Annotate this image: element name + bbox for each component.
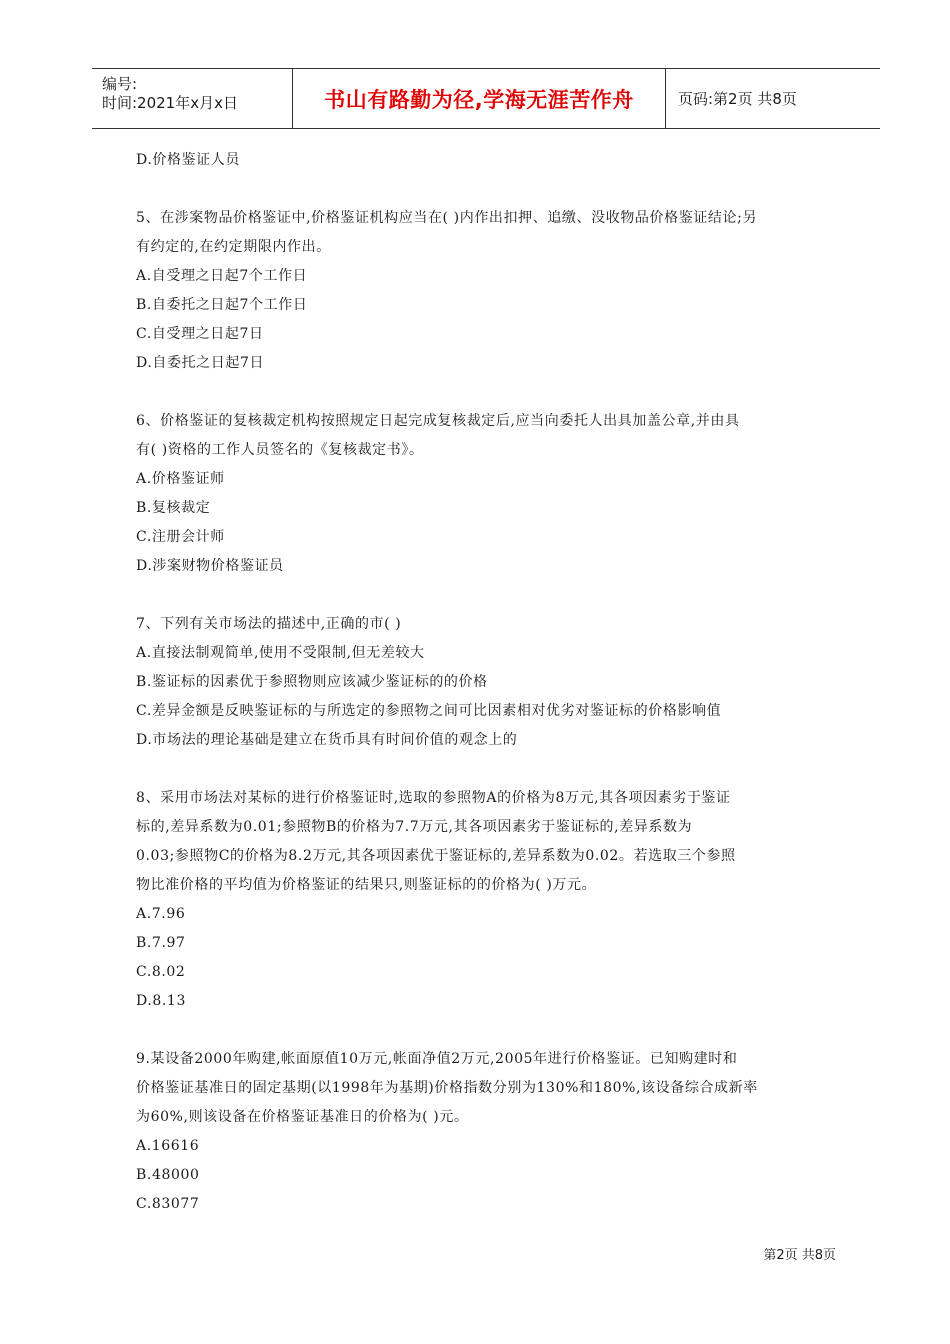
text-line: 6、价格鉴证的复核裁定机构按照规定日起完成复核裁定后,应当向委托人出具加盖公章,并由具 (136, 413, 740, 429)
document-number-label: 编号: (102, 75, 138, 93)
text-line: B.鉴证标的因素优于参照物则应该减少鉴证标的的价格 (136, 674, 488, 690)
text-line: C.8.02 (136, 964, 186, 980)
document-time-label: 时间:2021年x月x日 (102, 94, 238, 112)
text-line: A.自受理之日起7个工作日 (136, 268, 308, 284)
header-page-info: 页码:第2页 共8页 (678, 90, 797, 108)
paragraph-gap (136, 378, 838, 407)
text-line: C.自受理之日起7日 (136, 326, 264, 342)
text-line: D.自委托之日起7日 (136, 355, 265, 371)
paragraph-gap (136, 581, 838, 610)
header-meta (92, 69, 293, 128)
text-line: A.7.96 (136, 906, 186, 922)
header-motto: 书山有路勤为径,学海无涯苦作舟 (293, 69, 666, 128)
text-line: A.直接法制观简单,使用不受限制,但无差较大 (136, 645, 425, 661)
text-line: 9.某设备2000年购建,帐面原值10万元,帐面净值2万元,2005年进行价格鉴证。已知购建时和 (136, 1051, 738, 1067)
text-line: C.83077 (136, 1196, 200, 1212)
text-line: 有约定的,在约定期限内作出。 (136, 239, 331, 255)
paragraph-gap (136, 755, 838, 784)
text-line: A.价格鉴证师 (136, 471, 225, 487)
paragraph-gap (136, 175, 838, 204)
text-line: D.8.13 (136, 993, 186, 1009)
text-line: 物比准价格的平均值为价格鉴证的结果只,则鉴证标的的价格为( )万元。 (136, 877, 597, 893)
text-line: D.价格鉴证人员 (136, 152, 240, 168)
text-line: B.7.97 (136, 935, 186, 951)
text-line: C.注册会计师 (136, 529, 225, 545)
text-line: 8、采用市场法对某标的进行价格鉴证时,选取的参照物A的价格为8万元,其各项因素劣于鉴证 (136, 790, 731, 806)
text-line: C.差异金额是反映鉴证标的与所选定的参照物之间可比因素相对优劣对鉴证标的价格影响值 (136, 703, 722, 719)
text-line: 0.03;参照物C的价格为8.2万元,其各项因素优于鉴证标的,差异系数为0.02。若选取三个参照 (136, 848, 736, 864)
document-body (136, 146, 838, 1219)
text-line: B.自委托之日起7个工作日 (136, 297, 308, 313)
paragraph-gap (136, 1016, 838, 1045)
text-line: 7、下列有关市场法的描述中,正确的市( ) (136, 616, 402, 632)
page-footer: 第2页 共8页 (763, 1248, 836, 1263)
text-line: 5、在涉案物品价格鉴证中,价格鉴证机构应当在( )内作出扣押、追缴、没收物品价格鉴证结论;另 (136, 210, 758, 226)
text-line: 标的,差异系数为0.01;参照物B的价格为7.7万元,其各项因素劣于鉴证标的,差异系数为 (136, 819, 693, 835)
text-line: D.涉案财物价格鉴证员 (136, 558, 284, 574)
text-line: B.48000 (136, 1167, 200, 1183)
page-header (92, 68, 880, 129)
text-line: 价格鉴证基准日的固定基期(以1998年为基期)价格指数分别为130%和180%,该设备综合成新率 (136, 1080, 758, 1096)
text-line: D.市场法的理论基础是建立在货币具有时间价值的观念上的 (136, 732, 518, 748)
text-line: A.16616 (136, 1138, 200, 1154)
text-line: 为60%,则该设备在价格鉴证基准日的价格为( )元。 (136, 1109, 469, 1125)
text-line: B.复核裁定 (136, 500, 211, 516)
text-line: 有( )资格的工作人员签名的《复核裁定书》。 (136, 442, 424, 458)
